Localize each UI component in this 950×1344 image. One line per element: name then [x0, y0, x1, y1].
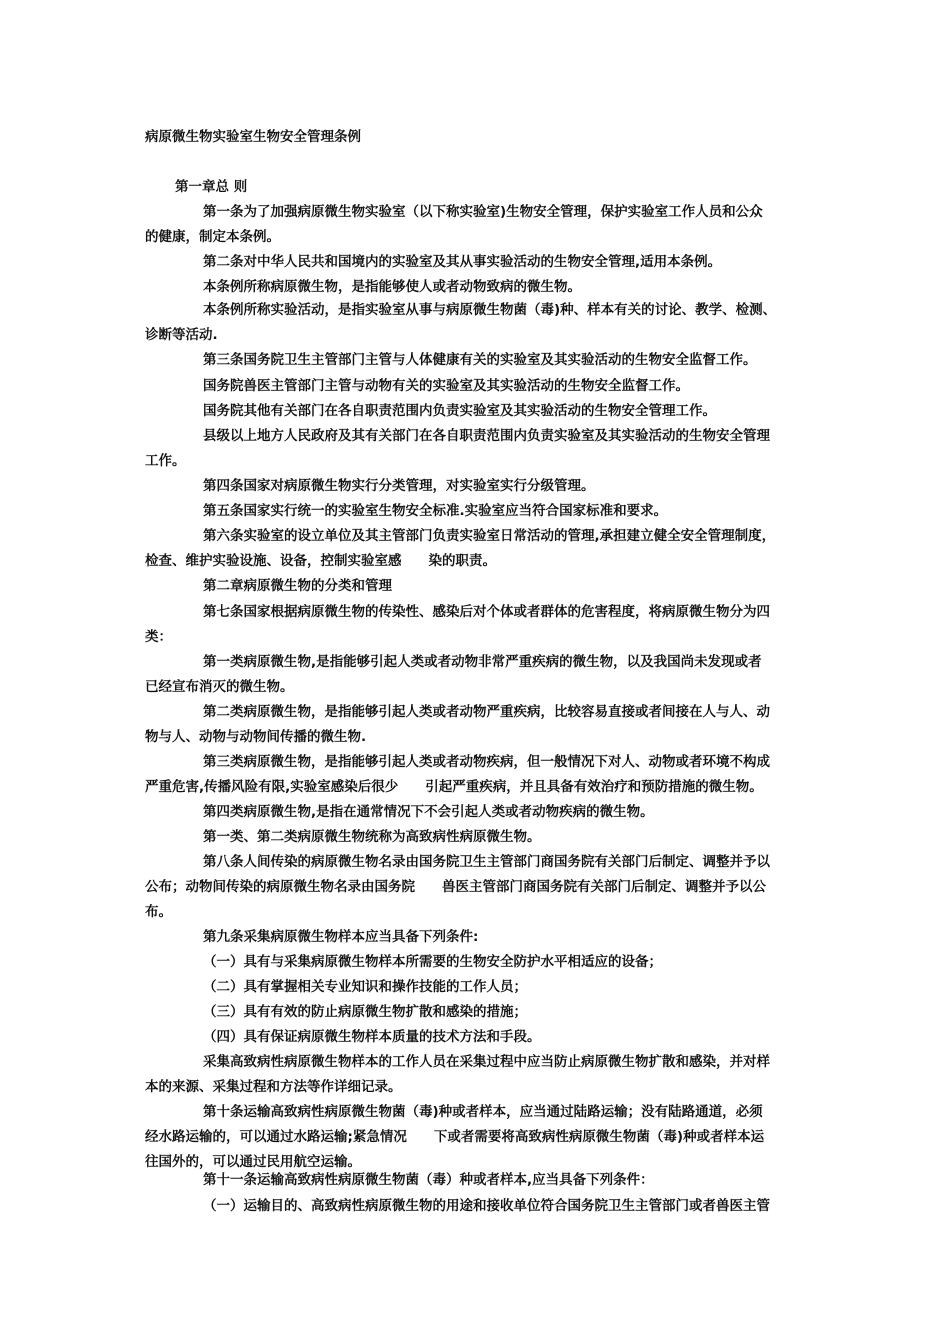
paragraph-line: （二）具有掌握相关专业知识和操作技能的工作人员； [203, 979, 527, 995]
paragraph [145, 825, 817, 850]
paragraph [145, 275, 817, 300]
paragraph-line: 国务院兽医主管部门主管与动物有关的实验室及其实验活动的生物安全监督工作。 [203, 378, 689, 394]
paragraph [145, 925, 817, 950]
paragraph-line: 经水路运输的，可以通过水路运输;紧急情况 下或者需要将高致病性病原微生物菌（毒)种或者样本运 [145, 1129, 765, 1145]
paragraph [145, 700, 817, 750]
paragraph-line: 采集高致病性病原微生物样本的工作人员在采集过程中应当防止病原微生物扩散和感染，并对样 [203, 1054, 770, 1070]
paragraph-line: 第四类病原微生物,是指在通常情况下不会引起人类或者动物疾病的微生物。 [203, 804, 654, 820]
paragraph-line: 第二章病原微生物的分类和管理 [203, 578, 392, 594]
paragraph [145, 850, 817, 925]
paragraph [145, 1100, 817, 1175]
paragraph-line: 布。 [145, 904, 172, 920]
paragraph-line: 第十一条运输高致病性病原微生物菌（毒）种或者样本,应当具备下列条件： [203, 1172, 654, 1188]
paragraph-line: 第二条对中华人民共和国境内的实验室及其从事实验活动的生物安全管理,适用本条例。 [203, 254, 722, 270]
paragraph-line: 第三类病原微生物，是指能够引起人类或者动物疾病，但一般情况下对人、动物或者环境不构成 [203, 754, 770, 770]
paragraph [145, 1000, 817, 1025]
paragraph [145, 650, 817, 700]
paragraph [145, 800, 817, 825]
paragraph-line: 第九条采集病原微生物样本应当具备下列条件: [203, 929, 479, 945]
paragraph [145, 1025, 817, 1050]
paragraph [145, 200, 817, 250]
paragraph [145, 374, 817, 399]
paragraph [145, 950, 817, 975]
paragraph-line: 第一类、第二类病原微生物统称为高致病性病原微生物。 [203, 829, 541, 845]
paragraph [145, 600, 817, 650]
paragraph-line: 类： [145, 629, 172, 645]
paragraph-line: 第五条国家实行统一的实验室生物安全标准.实验室应当符合国家标准和要求。 [203, 503, 668, 519]
paragraph-line: （一）运输目的、高致病性病原微生物的用途和接收单位符合国务院卫生主管部门或者兽医主管 [203, 1198, 770, 1214]
paragraph-line: 国务院其他有关部门在各自职责范围内负责实验室及其实验活动的生物安全管理工作。 [203, 403, 716, 419]
paragraph-line: 工作。 [145, 453, 186, 469]
paragraph [145, 975, 817, 1000]
paragraph-line: 第一类病原微生物,是指能够引起人类或者动物非常严重疾病的微生物，以及我国尚未发现或者 [203, 654, 762, 670]
paragraph-line: 本条例所称病原微生物，是指能够使人或者动物致病的微生物。 [203, 279, 581, 295]
paragraph [145, 524, 817, 574]
paragraph-line: （四）具有保证病原微生物样本质量的技术方法和手段。 [203, 1029, 541, 1045]
paragraph-line: 严重危害,传播风险有限,实验室感染后很少 引起严重疾病，并且具备有效治疗和预防措施的微生物。 [145, 779, 763, 795]
paragraph-line: 第一条为了加强病原微生物实验室（以下称实验室)生物安全管理，保护实验室工作人员和公众 [203, 204, 763, 220]
paragraph [145, 750, 817, 800]
paragraph [145, 399, 817, 424]
paragraph-line: 第二类病原微生物，是指能够引起人类或者动物严重疾病，比较容易直接或者间接在人与人、动 [203, 704, 770, 720]
paragraph-line: 公布；动物间传染的病原微生物名录由国务院 兽医主管部门商国务院有关部门后制定、调整并予以公 [145, 879, 766, 895]
paragraph-line: 的健康，制定本条例。 [145, 229, 280, 245]
paragraph-line: 本的来源、采集过程和方法等作详细记录。 [145, 1079, 402, 1095]
paragraph-line: 检查、维护实验设施、设备，控制实验室感 染的职责。 [145, 553, 496, 569]
chapter-heading-1: 第一章总 则 [175, 179, 248, 195]
paragraph-line: 第十条运输高致病性病原微生物菌（毒)种或者样本，应当通过陆路运输；没有陆路通道，必须 [203, 1104, 763, 1120]
paragraph-line: 往国外的，可以通过民用航空运输。 [145, 1154, 361, 1170]
paragraph [145, 298, 817, 348]
paragraph [145, 574, 817, 599]
paragraph [145, 1194, 817, 1219]
paragraph-line: 第六条实验室的设立单位及其主管部门负责实验室日常活动的管理,承担建立健全安全管理制度， [203, 528, 776, 544]
paragraph-line: 第八条人间传染的病原微生物名录由国务院卫生主管部门商国务院有关部门后制定、调整并予以 [203, 854, 770, 870]
paragraph-line: 县级以上地方人民政府及其有关部门在各自职责范围内负责实验室及其实验活动的生物安全管理 [203, 428, 770, 444]
paragraph-line: 本条例所称实验活动，是指实验室从事与病原微生物菌（毒)种、样本有关的讨论、教学、检测、 [203, 302, 777, 318]
paragraph [145, 1050, 817, 1100]
paragraph-line: 第七条国家根据病原微生物的传染性、感染后对个体或者群体的危害程度，将病原微生物分为四 [203, 604, 770, 620]
paragraph-line: 物与人、动物与动物间传播的微生物. [145, 729, 367, 745]
paragraph [145, 424, 817, 474]
paragraph-line: 诊断等活动. [145, 327, 218, 343]
paragraph-line: （一）具有与采集病原微生物样本所需要的生物安全防护水平相适应的设备； [203, 954, 662, 970]
paragraph [145, 1168, 817, 1193]
paragraph [145, 250, 817, 275]
paragraph-line: 第四条国家对病原微生物实行分类管理，对实验室实行分级管理。 [203, 478, 595, 494]
paragraph-line: 第三条国务院卫生主管部门主管与人体健康有关的实验室及其实验活动的生物安全监督工作。 [203, 352, 757, 368]
paragraph [145, 474, 817, 499]
paragraph-line: 已经宣布消灭的微生物。 [145, 679, 294, 695]
paragraph [145, 499, 817, 524]
document-title: 病原微生物实验室生物安全管理条例 [145, 129, 361, 145]
paragraph [145, 348, 817, 373]
paragraph-line: （三）具有有效的防止病原微生物扩散和感染的措施； [203, 1004, 527, 1020]
